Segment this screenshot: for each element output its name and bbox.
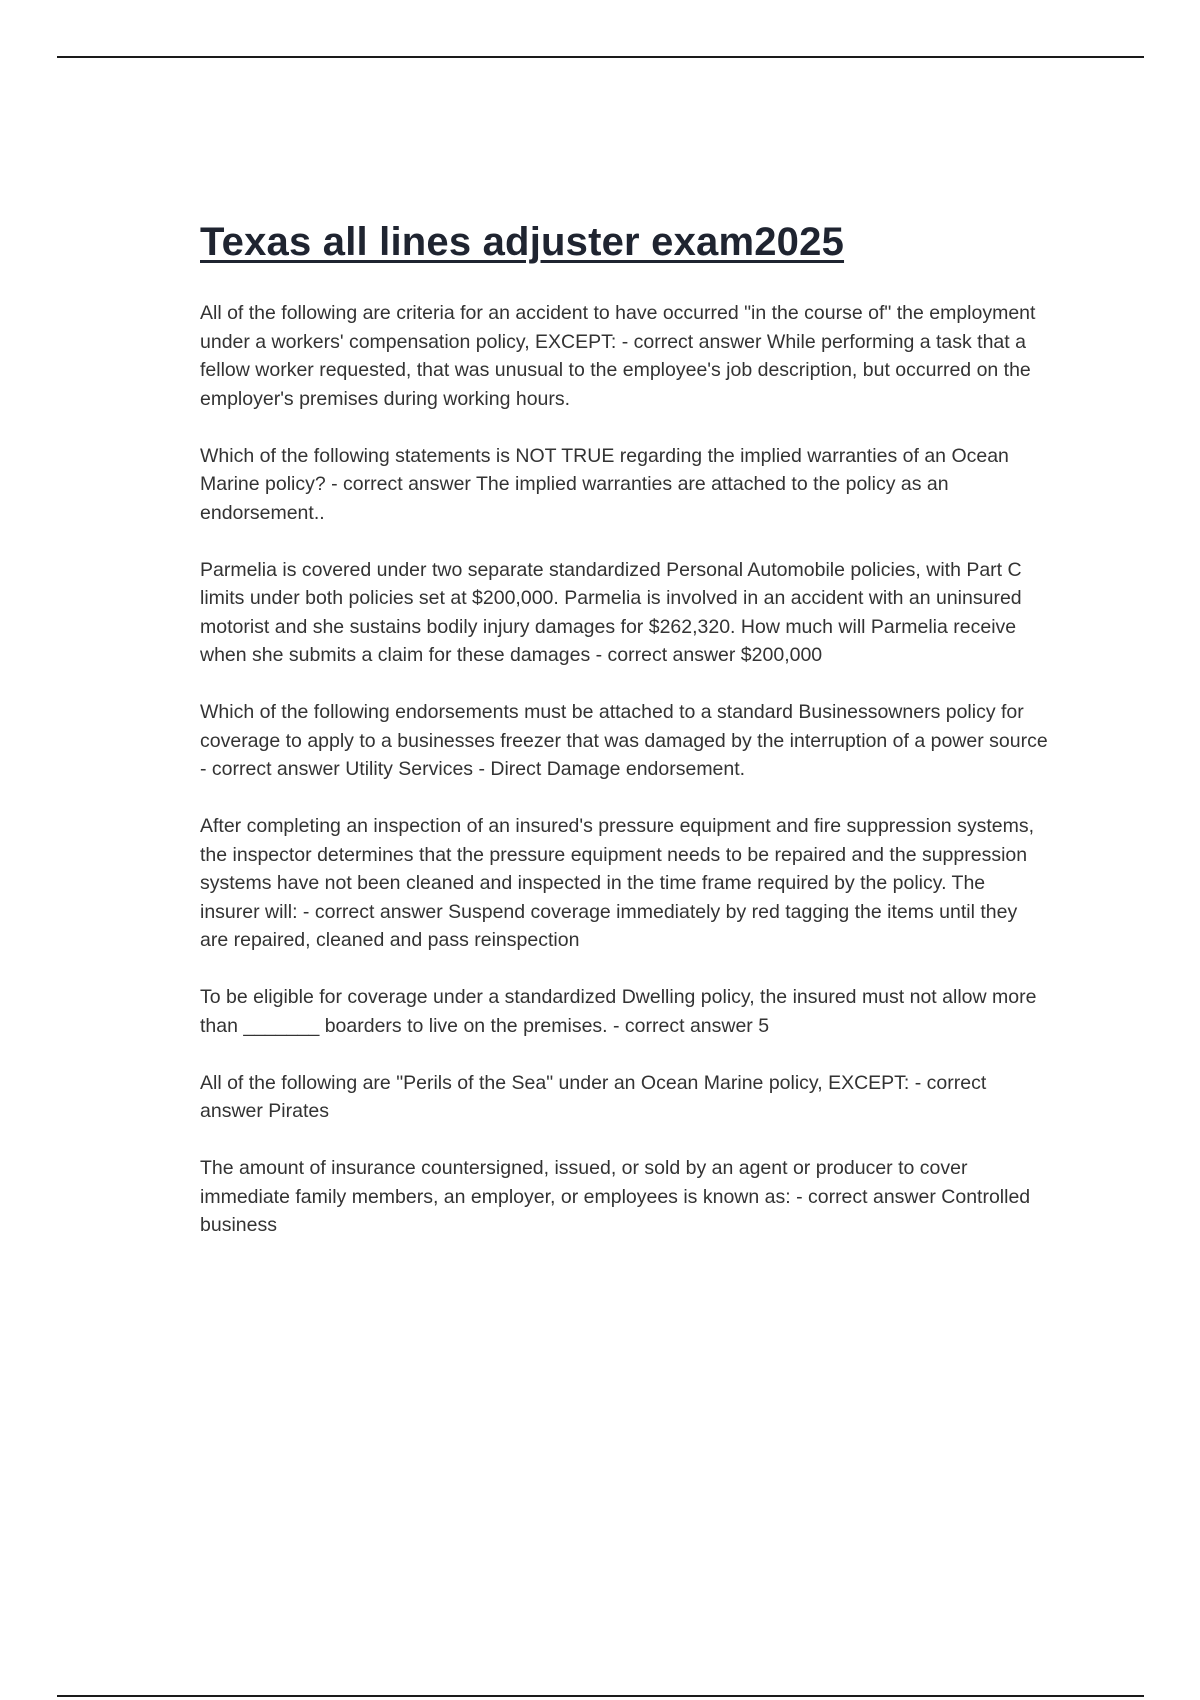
question-answer-2: Which of the following statements is NOT TRUE regarding the implied warranties of an Ocean Marine policy? - correct answer The implied warranties are attached to the policy as an endorsement.. [200,444,1009,524]
question-answer-6: To be eligible for coverage under a standardized Dwelling policy, the insured must not allow more than _______ boarders to live on the premises. - correct answer 5 [200,986,1037,1037]
question-answer-3: Parmelia is covered under two separate standardized Personal Automobile policies, with Part C limits under both policies set at $200,000. Parmelia is involved in an accident with an uninsured motorist and she sustains bodily injury damages for $262,320. How much will Parmelia receive when she submits a claim for these damages - correct answer $200,000 [200,558,1022,666]
header-rule [57,56,1144,58]
footer-rule [57,1695,1144,1697]
question-answer-5: After completing an inspection of an insured's pressure equipment and fire suppression systems, the inspector determines that the pressure equipment needs to be repaired and the suppression systems have not been cleaned and inspected in the time frame required by the policy. The insurer will: - correct answer Suspend coverage immediately by red tagging the items until they are repaired, cleaned and pass reinspection [200,815,1034,951]
question-answer-1: All of the following are criteria for an accident to have occurred "in the course of" the employment under a workers' compensation policy, EXCEPT: - correct answer While performing a task that a fellow worker requested, that was unusual to the employee's job description, but occurred on the employer's premises during working hours. [200,302,1036,410]
document-title: Texas all lines adjuster exam2025 [200,220,845,264]
question-answer-7: All of the following are "Perils of the Sea" under an Ocean Marine policy, EXCEPT: - correct answer Pirates [200,1071,987,1122]
document-body [200,220,1050,1268]
question-answer-4: Which of the following endorsements must be attached to a standard Businessowners policy for coverage to apply to a businesses freezer that was damaged by the interruption of a power source - correct answer Utility Services - Direct Damage endorsement. [200,701,1048,780]
question-answer-8: The amount of insurance countersigned, issued, or sold by an agent or producer to cover immediate family members, an employer, or employees is known as: - correct answer Controlled business [200,1157,1031,1236]
